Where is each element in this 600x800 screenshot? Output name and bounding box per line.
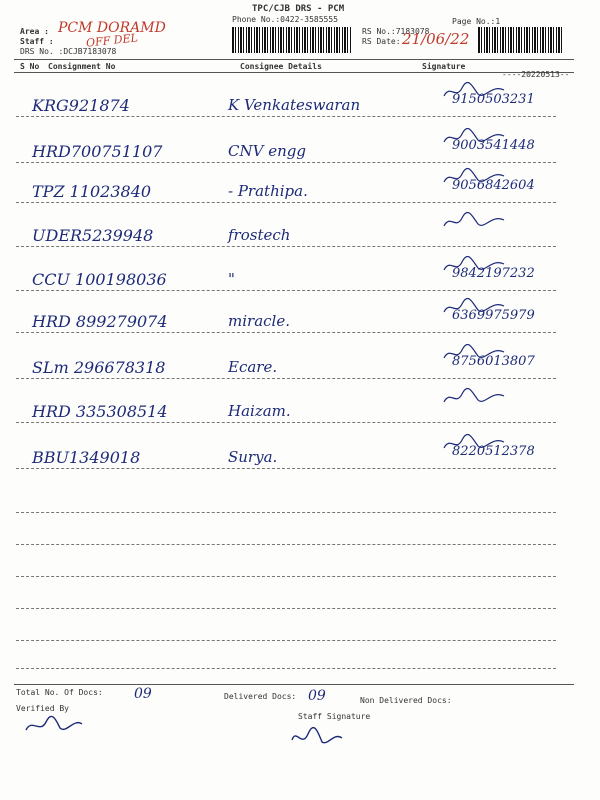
rs-date-label: RS Date: xyxy=(362,37,401,46)
consignment-number: SLm 296678318 xyxy=(32,358,166,377)
row-line xyxy=(16,202,556,203)
receiver-signature xyxy=(440,432,510,454)
rs-date-handwritten: 21/06/22 xyxy=(402,30,470,48)
consignment-number: KRG921874 xyxy=(32,96,130,115)
consignee-name: K Venkateswaran xyxy=(228,96,361,114)
row-line xyxy=(16,422,556,423)
receiver-signature xyxy=(440,126,510,148)
delivered-docs-handwritten: 09 xyxy=(308,688,326,704)
consignment-number: BBU1349018 xyxy=(32,448,141,467)
receiver-phone: 8756013807 xyxy=(452,354,535,369)
col-consignment: Consignment No xyxy=(48,62,116,71)
barcode-rs xyxy=(478,27,564,53)
page-number: Page No.:1 xyxy=(452,17,501,26)
verified-by-label: Verified By xyxy=(16,704,69,713)
row-line xyxy=(16,378,556,379)
empty-row-line xyxy=(16,576,556,577)
receiver-signature xyxy=(440,254,510,276)
row-line xyxy=(16,246,556,247)
consignee-name: Ecare. xyxy=(228,358,278,376)
consignee-name: frostech xyxy=(228,226,291,244)
receiver-signature xyxy=(440,80,510,102)
consignee-name: - Prathipa. xyxy=(228,182,308,200)
header-divider xyxy=(14,59,574,60)
delivered-docs-label: Delivered Docs: xyxy=(224,692,297,701)
consignment-number: HRD 335308514 xyxy=(32,402,168,421)
receiver-signature xyxy=(440,210,510,232)
col-sno: S No xyxy=(20,62,40,71)
date-code: ----20220513-- xyxy=(502,70,570,79)
row-line xyxy=(16,468,556,469)
consignment-number: UDER5239948 xyxy=(32,226,154,245)
receiver-phone: 8220512378 xyxy=(452,444,535,459)
verified-by-signature xyxy=(22,712,92,738)
consignment-number: HRD700751107 xyxy=(32,142,163,161)
receiver-signature xyxy=(440,166,510,188)
receiver-phone: 9842197232 xyxy=(452,266,535,281)
empty-row-line xyxy=(16,668,556,669)
area-handwritten: PCM DORAMD xyxy=(58,20,166,36)
consignee-name: CNV engg xyxy=(228,142,306,160)
empty-row-line xyxy=(16,544,556,545)
consignment-number: TPZ 11023840 xyxy=(32,182,152,201)
phone-number: Phone No.:0422-3585555 xyxy=(232,15,338,24)
receiver-phone: 9056842604 xyxy=(452,178,535,193)
drs-number: DRS No. :DCJB7183078 xyxy=(20,47,117,56)
receiver-signature xyxy=(440,296,510,318)
rs-number: RS No.:7183078 xyxy=(362,27,430,36)
row-line xyxy=(16,162,556,163)
barcode-drs xyxy=(232,27,352,53)
empty-row-line xyxy=(16,512,556,513)
consignment-number: CCU 100198036 xyxy=(32,270,167,289)
footer-divider xyxy=(14,684,574,685)
row-line xyxy=(16,116,556,117)
consignee-name: Haizam. xyxy=(228,402,291,420)
total-docs-handwritten: 09 xyxy=(134,686,152,702)
receiver-signature xyxy=(440,342,510,364)
area-label: Area : xyxy=(20,27,49,36)
receiver-phone: 9150503231 xyxy=(452,92,535,107)
staff-signature xyxy=(288,724,348,750)
empty-row-line xyxy=(16,640,556,641)
consignment-number: HRD 899279074 xyxy=(32,312,168,331)
row-line xyxy=(16,290,556,291)
column-divider xyxy=(14,72,574,73)
staff-handwritten: OFF DEL xyxy=(85,31,139,50)
consignee-name: " xyxy=(228,270,235,288)
col-consignee: Consignee Details xyxy=(240,62,322,71)
document-title: TPC/CJB DRS - PCM xyxy=(252,4,345,14)
receiver-phone: 6369975979 xyxy=(452,308,535,323)
empty-row-line xyxy=(16,608,556,609)
non-delivered-docs-label: Non Delivered Docs: xyxy=(360,696,452,705)
total-docs-label: Total No. Of Docs: xyxy=(16,688,103,697)
receiver-signature xyxy=(440,386,510,408)
receiver-phone: 9003541448 xyxy=(452,138,535,153)
staff-label: Staff : xyxy=(20,37,54,46)
col-signature: Signature xyxy=(422,62,466,71)
consignee-name: Surya. xyxy=(228,448,278,466)
row-line xyxy=(16,332,556,333)
consignee-name: miracle. xyxy=(228,312,290,330)
staff-signature-label: Staff Signature xyxy=(298,712,371,721)
